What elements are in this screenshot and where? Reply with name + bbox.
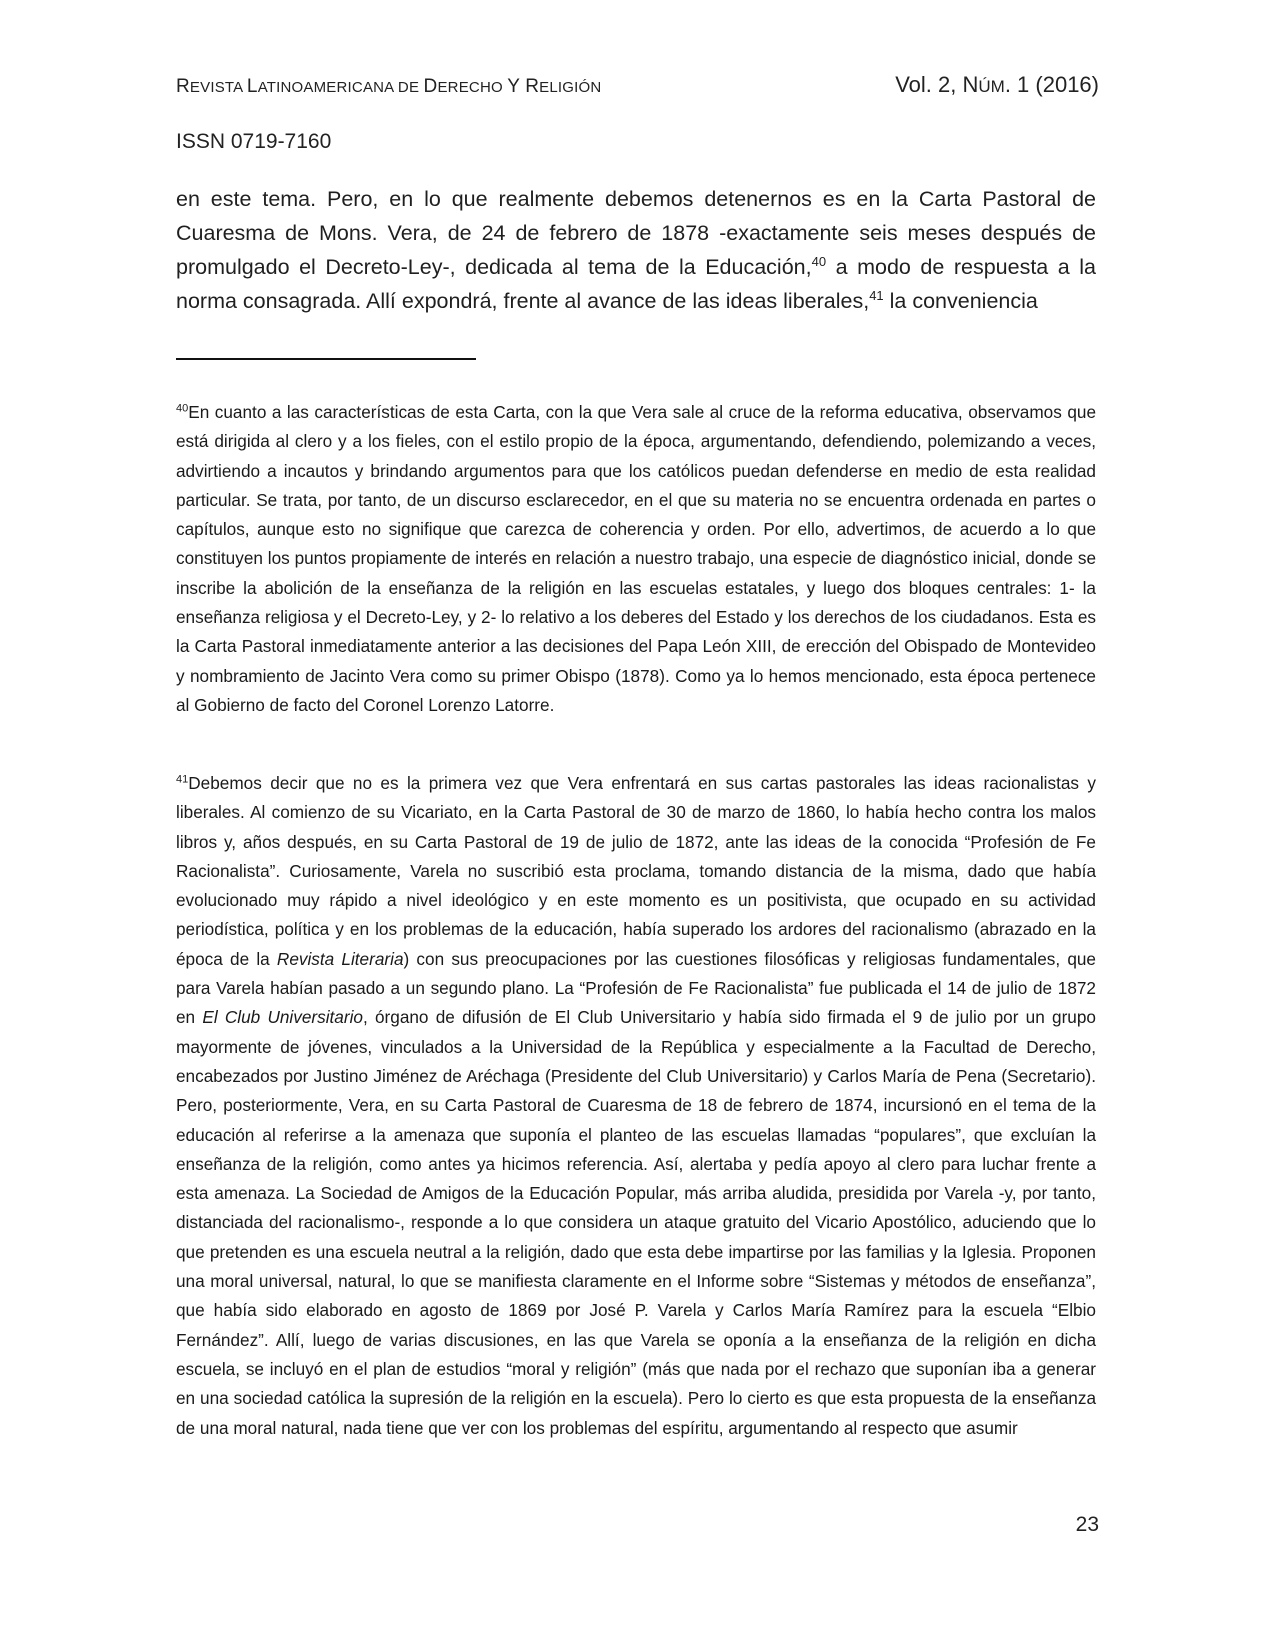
journal-title: REVISTA LATINOAMERICANA DE DERECHO Y RELIGIÓN xyxy=(176,76,602,97)
body-paragraph: en este tema. Pero, en lo que realmente debemos detenernos es en la Carta Pastoral de Cuaresma de Mons. Vera, de 24 de febrero de 1878 -exactamente seis meses después de promulgado el Decreto-Ley-, dedicada al tema de la Educación,$^{40}$ a modo de respuesta a la norma consagrada. Allí expondrá, frente al avance de las ideas liberales,$^{41}$ la conveniencia xyxy=(176,187,1097,313)
italic-title: El Club Universitario xyxy=(202,1007,363,1028)
footnote-ref-40: 40 xyxy=(811,253,827,269)
footnote-ref-41: 41 xyxy=(869,287,884,303)
volume-info: Vol. 2, NÚM. 1 (2016) xyxy=(895,72,1099,97)
issn: ISSN 0719-7160 xyxy=(176,130,332,153)
footnote-41: $^{41}$Debemos decir que no es la primera vez que Vera enfrentará en sus cartas pastorales las ideas racionalistas y liberales. Al comienzo de su Vicariato, en la Carta Pastoral de 30 de marzo de 1860, lo había hecho contra los malos libros y, años después, en su Carta Pastoral de 19 de julio de 1872, ante las ideas de la conocida “Profesión de Fe Racionalista”. Curiosamente, Varela no suscribió esta proclama, tomando distancia de la misma, dado que había evolucionado muy rápido a nivel ideológico y en este momento es un positivista, que ocupado en su actividad periodística, política y en los problemas de la educación, había superado los ardores del racionalismo (abrazado en la época de la Revista Literaria) con sus preocupaciones por las cuestiones filosóficas y religiosas fundamentales, que para Varela habían pasado a un segundo plano. La “Profesión de Fe Racionalista” fue publicada el 14 de julio de 1872 en El Club Universitario, órgano de difusión de El Club Universitario y había sido firmada el 9 de julio por un grupo mayormente de jóvenes, vinculados a la Universidad de la República y especialmente a la Facultad de Derecho, encabezados por Justino Jiménez de Aréchaga (Presidente del Club Universitario) y Carlos María de Pena (Secretario). Pero, posteriormente, Vera, en su Carta Pastoral de Cuaresma de 18 de febrero de 1874, incursionó en el tema de la educación al referirse a la amenaza que suponía el planteo de las escuelas llamadas “populares”, que excluían la enseñanza de la religión, como antes ya hicimos referencia. Así, alertaba y pedía apoyo al clero para luchar frente a esta amenaza. La Sociedad de Amigos de la Educación Popular, más arriba aludida, presidida por Varela -y, por tanto, distanciada del racionalismo-, responde a lo que considera un ataque gratuito del Vicario Apostólico, aduciendo que lo que pretenden es una escuela neutral a la religión, dado que esta debe impartirse por las familias y la Iglesia. Proponen una moral universal, natural, lo que se manifiesta claramente en el Informe sobre “Sistemas y métodos de enseñanza”, que había sido elaborado en agosto de 1869 por José P. Varela y Carlos María Ramírez para la escuela “Elbio Fernández”. Allí, luego de varias discusiones, en las que Varela se oponía a la enseñanza de la religión en dicha escuela, se incluyó en el plan de estudios “moral y religión” (más que nada por el rechazo que suponían iba a generar en una sociedad católica la supresión de la religión en la escuela). Pero lo cierto es que esta propuesta de la enseñanza de una moral natural, nada tiene que ver con los problemas del espíritu, argumentando al respecto que asumir xyxy=(176,773,1096,1438)
footnote-number: 41 xyxy=(176,773,189,786)
italic-title: Revista Literaria xyxy=(276,948,404,969)
footnote-40: $^{40}$En cuanto a las características de esta Carta, con la que Vera sale al cruce de la reforma educativa, observamos que está dirigida al clero y a los fieles, con el estilo propio de la época, argumentando, defendiendo, polemizando a veces, advirtiendo a incautos y brindando argumentos para que los católicos puedan defenderse en medio de esta realidad particular. Se trata, por tanto, de un discurso esclarecedor, en el que su materia no se encuentra ordenada en partes o capítulos, aunque esto no signifique que carezca de coherencia y orden. Por ello, advertimos, de acuerdo a lo que constituyen los puntos propiamente de interés en relación a nuestro trabajo, una especie de diagnóstico inicial, donde se inscribe la abolición de la enseñanza de la religión en las escuelas estatales, y luego dos bloques centrales: 1- la enseñanza religiosa y el Decreto-Ley, y 2- lo relativo a los deberes del Estado y los derechos de los ciudadanos. Esta es la Carta Pastoral inmediatamente anterior a las decisiones del Papa León XIII, de erección del Obispado de Montevideo y nombramiento de Jacinto Vera como su primer Obispo (1878). Como ya lo hemos mencionado, esta época pertenece al Gobierno de facto del Coronel Lorenzo Latorre. xyxy=(176,402,1096,715)
footnote-separator xyxy=(176,358,476,360)
page-number: 23 xyxy=(1075,1513,1099,1536)
footnote-number: 40 xyxy=(176,402,189,415)
